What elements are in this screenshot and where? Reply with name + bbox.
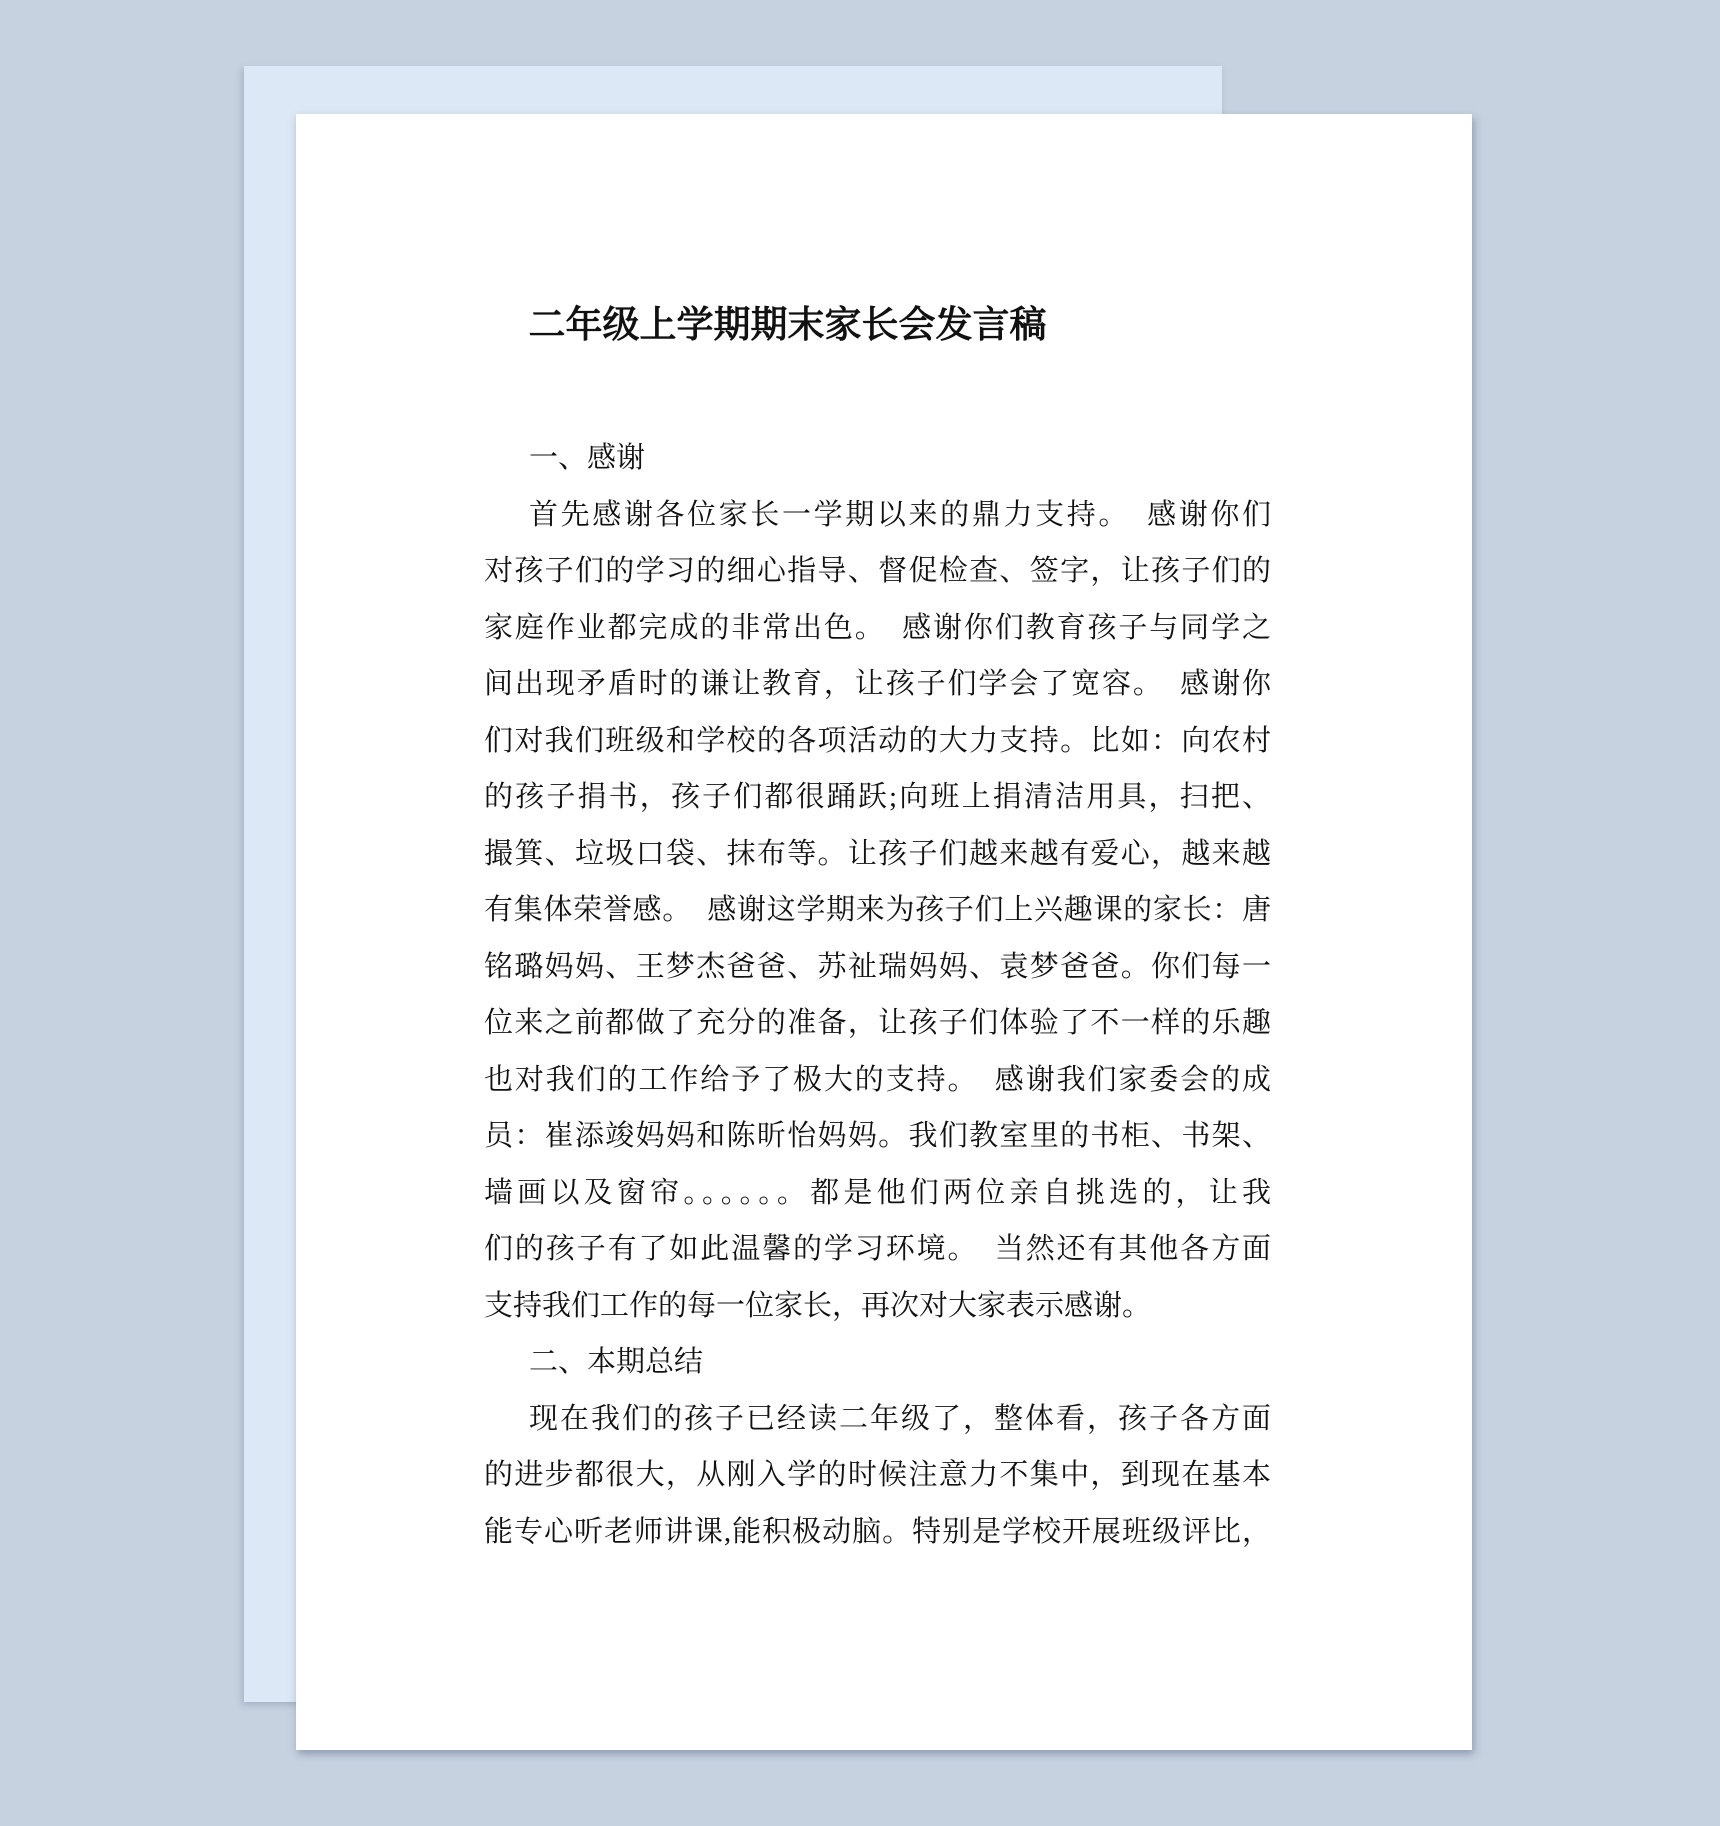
body-line: 们的孩子有了如此温馨的学习环境。 当然还有其他各方面 [484, 1233, 1271, 1265]
body-line: 的进步都很大，从刚入学的时候注意力不集中，到现在基本 [484, 1459, 1271, 1491]
body-line: 对孩子们的学习的细心指导、督促检查、签字，让孩子们的 [484, 555, 1271, 587]
body-line: 一、感谢 [529, 442, 646, 474]
body-line: 首先感谢各位家长一学期以来的鼎力支持。 感谢你们 [529, 498, 1271, 531]
document-body [296, 430, 1472, 1560]
body-line: 员：崔添竣妈妈和陈昕怡妈妈。我们教室里的书柜、书架、 [484, 1120, 1271, 1152]
body-line: 墙画以及窗帘。。。。。。都是他们两位亲自挑选的，让我 [484, 1176, 1271, 1209]
body-line: 铭璐妈妈、王梦杰爸爸、苏祉瑞妈妈、袁梦爸爸。你们每一 [484, 950, 1271, 983]
body-line: 有集体荣誉感。 感谢这学期来为孩子们上兴趣课的家长：唐 [484, 894, 1271, 926]
body-line: 能专心听老师讲课,能积极动脑。特别是学校开展班级评比， [484, 1515, 1271, 1548]
page-title: 二年级上学期期末家长会发言稿 [528, 304, 1047, 345]
body-line: 支持我们工作的每一位家长，再次对大家表示感谢。 [484, 1289, 1152, 1322]
body-line: 现在我们的孩子已经读二年级了，整体看，孩子各方面 [529, 1402, 1271, 1435]
body-line: 二、本期总结 [529, 1346, 704, 1378]
body-line: 也对我们的工作给予了极大的支持。 感谢我们家委会的成 [484, 1063, 1271, 1096]
body-line: 位来之前都做了充分的准备，让孩子们体验了不一样的乐趣 [484, 1007, 1271, 1039]
body-line: 撮箕、垃圾口袋、抹布等。让孩子们越来越有爱心，越来越 [484, 837, 1271, 870]
body-line: 的孩子捐书，孩子们都很踊跃;向班上捐清洁用具，扫把、 [484, 781, 1271, 813]
body-line: 家庭作业都完成的非常出色。 感谢你们教育孩子与同学之 [484, 611, 1271, 644]
body-line: 们对我们班级和学校的各项活动的大力支持。比如：向农村 [484, 724, 1271, 757]
body-line: 间出现矛盾时的谦让教育，让孩子们学会了宽容。 感谢你 [484, 668, 1271, 700]
document-page [296, 114, 1472, 1750]
